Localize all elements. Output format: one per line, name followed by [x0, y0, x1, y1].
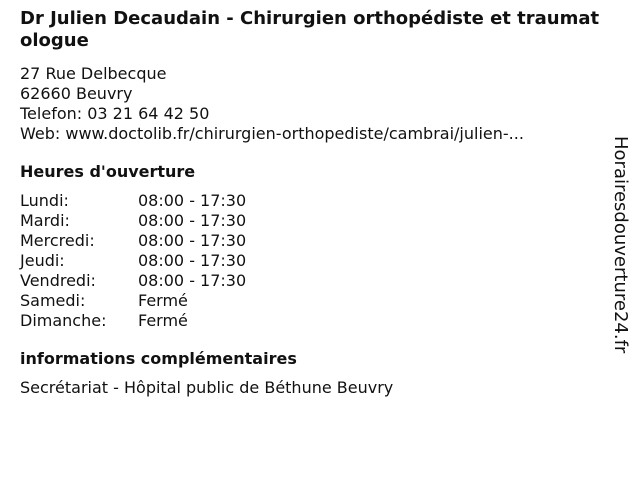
hours-value: 08:00 - 17:30	[138, 191, 247, 210]
additional-info-heading: informations complémentaires	[20, 349, 297, 368]
hours-value: 08:00 - 17:30	[138, 251, 247, 270]
site-brand-vertical[interactable]: Horairesdouverture24.fr	[610, 136, 631, 354]
additional-info-text: Secrétariat - Hôpital public de Béthune Beuvry	[20, 378, 394, 397]
day-label: Mercredi:	[20, 231, 95, 250]
address-block	[20, 64, 600, 144]
day-label: Lundi:	[20, 191, 69, 210]
opening-hours-table	[20, 191, 600, 331]
website-link[interactable]: Web: www.doctolib.fr/chirurgien-orthopediste/cambrai/julien-...	[20, 124, 524, 143]
hours-value: Fermé	[138, 311, 188, 330]
hours-value: 08:00 - 17:30	[138, 211, 247, 230]
day-label: Vendredi:	[20, 271, 96, 290]
hours-value: 08:00 - 17:30	[138, 231, 247, 250]
hours-row	[20, 271, 600, 291]
hours-row	[20, 311, 600, 331]
day-label: Mardi:	[20, 211, 70, 230]
hours-row	[20, 231, 600, 251]
opening-hours-heading: Heures d'ouverture	[20, 162, 196, 181]
hours-row	[20, 291, 600, 311]
city-postal: 62660 Beuvry	[20, 84, 133, 103]
day-label: Jeudi:	[20, 251, 65, 270]
business-card	[20, 8, 600, 398]
page-title: Dr Julien Decaudain - Chirurgien orthopédiste et traumatologue	[20, 8, 600, 51]
hours-row	[20, 211, 600, 231]
hours-row	[20, 191, 600, 211]
day-label: Samedi:	[20, 291, 86, 310]
hours-value: Fermé	[138, 291, 188, 310]
street-address: 27 Rue Delbecque	[20, 64, 167, 83]
day-label: Dimanche:	[20, 311, 107, 330]
hours-row	[20, 251, 600, 271]
phone-number: Telefon: 03 21 64 42 50	[20, 104, 210, 123]
hours-value: 08:00 - 17:30	[138, 271, 247, 290]
